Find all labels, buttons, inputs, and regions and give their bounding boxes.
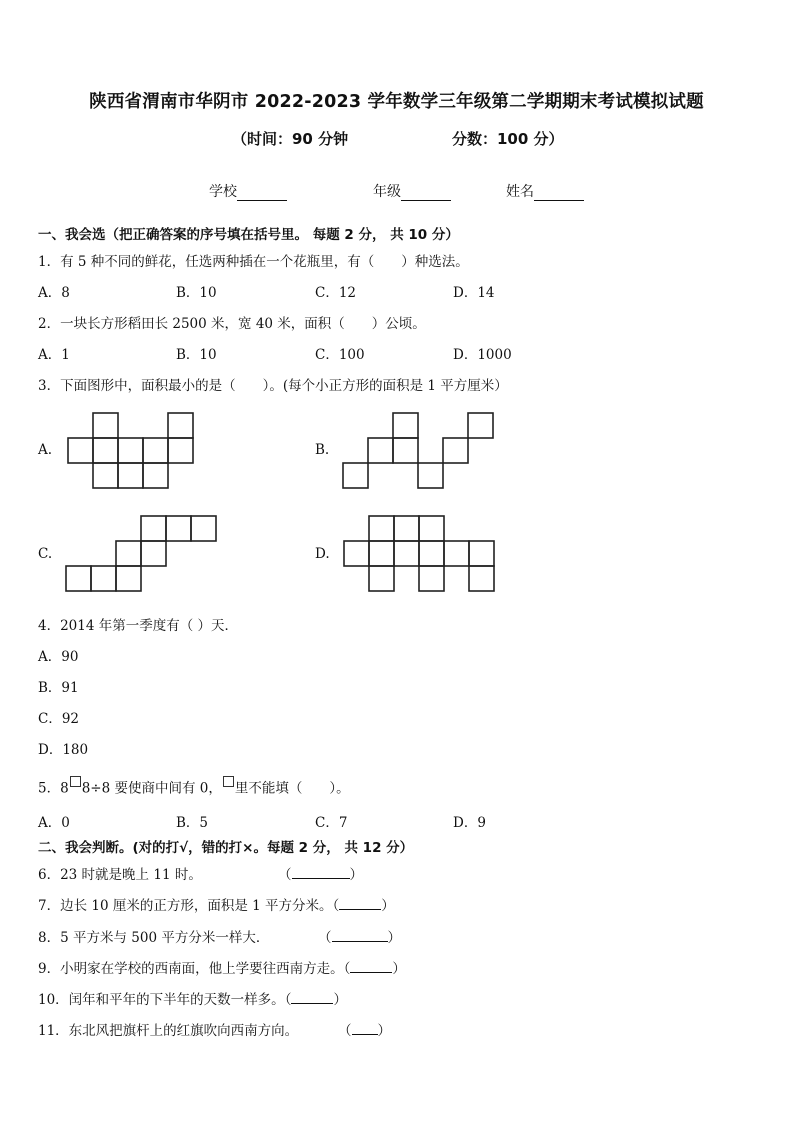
q5-part-a: 5．8: [38, 780, 69, 797]
exam-score: 分数：100 分）: [452, 130, 564, 148]
q4-option-a[interactable]: A．90: [38, 649, 79, 665]
q1-option-d[interactable]: D．14: [453, 285, 495, 301]
judge-text: 11．东北风把旗杆上的红旗吹向西南方向。: [38, 1023, 299, 1039]
q5-option-c[interactable]: C．7: [315, 815, 348, 831]
q2-option-d[interactable]: D．1000: [453, 347, 512, 363]
q1-option-c[interactable]: C．12: [315, 285, 357, 301]
judge-answer-7[interactable]: （ ）: [332, 898, 395, 914]
judge-item-6: [38, 863, 202, 883]
q3-option-d-label[interactable]: D.: [315, 546, 330, 562]
judge-item-8: [38, 926, 269, 946]
question-4: 4．2014 年第一季度有（ ）天．: [38, 618, 239, 634]
judge-item-11: [38, 1019, 298, 1039]
question-3: 3．下面图形中，面积最小的是（ ）。(每个小正方形的面积是 1 平方厘米）: [38, 378, 508, 394]
judge-text: 6．23 时就是晚上 11 时。: [38, 867, 202, 883]
q3-option-a-label[interactable]: A.: [38, 442, 53, 458]
judge-text: 10．闰年和平年的下半年的天数一样多。: [38, 992, 285, 1008]
q3-option-c-label[interactable]: C.: [38, 546, 53, 562]
judge-item-10: [38, 988, 347, 1008]
q1-option-b[interactable]: B．10: [176, 285, 217, 301]
q4-option-d[interactable]: D．180: [38, 742, 89, 758]
judge-answer-9[interactable]: （ ）: [343, 961, 406, 977]
q1-option-a[interactable]: A．8: [38, 285, 70, 301]
q4-option-c[interactable]: C．92: [38, 711, 80, 727]
judge-answer-10[interactable]: （ ）: [284, 992, 347, 1008]
shape-a: [68, 413, 193, 488]
q2-option-c[interactable]: C．100: [315, 347, 365, 363]
q2-option-a[interactable]: A．1: [38, 347, 70, 363]
shape-b: [343, 413, 493, 488]
exam-time: （时间：90 分钟: [232, 130, 349, 148]
judge-item-7: [38, 894, 395, 914]
judge-text: 7．边长 10 厘米的正方形，面积是 1 平方分米。: [38, 898, 333, 914]
q4-option-b[interactable]: B．91: [38, 680, 79, 696]
section2-heading: 二、我会判断。(对的打√，错的打×。每题 2 分， 共 12 分）: [38, 840, 414, 856]
judge-text: 8．5 平方米与 500 平方分米一样大．: [38, 930, 270, 946]
judge-item-9: [38, 957, 406, 977]
box-icon: [70, 776, 81, 787]
name-label: 姓名: [506, 184, 534, 200]
grade-label: 年级: [373, 184, 401, 200]
school-label: 学校: [209, 184, 237, 200]
judge-answer-6[interactable]: （ ）: [278, 867, 363, 883]
q2-option-b[interactable]: B．10: [176, 347, 217, 363]
q5-part-c: 里不能填（ ）。: [234, 780, 350, 797]
q5-option-b[interactable]: B．5: [176, 815, 209, 831]
shape-d: [344, 516, 494, 591]
question-1: 1．有 5 种不同的鲜花，任选两种插在一个花瓶里，有（ ）种选法。: [38, 254, 469, 270]
q5-option-d[interactable]: D．9: [453, 815, 486, 831]
question-2: 2．一块长方形稻田长 2500 米，宽 40 米，面积（ ）公顷。: [38, 316, 426, 332]
judge-answer-8[interactable]: （ ）: [318, 930, 401, 946]
section1-heading: 一、我会选（把正确答案的序号填在括号里。 每题 2 分， 共 10 分）: [38, 227, 459, 243]
box-icon: [223, 776, 234, 787]
page-title: 陕西省渭南市华阴市 2022-2023 学年数学三年级第二学期期末考试模拟试题: [89, 92, 704, 112]
q5-part-b: 8÷8 要使商中间有 0，: [81, 780, 222, 797]
judge-answer-11[interactable]: （ ）: [338, 1023, 391, 1039]
judge-text: 9．小明家在学校的西南面，他上学要往西南方走。: [38, 961, 344, 977]
q3-option-b-label[interactable]: B.: [315, 442, 330, 458]
q5-option-a[interactable]: A．0: [38, 815, 70, 831]
question-5: [38, 776, 350, 797]
shape-c: [66, 516, 216, 591]
